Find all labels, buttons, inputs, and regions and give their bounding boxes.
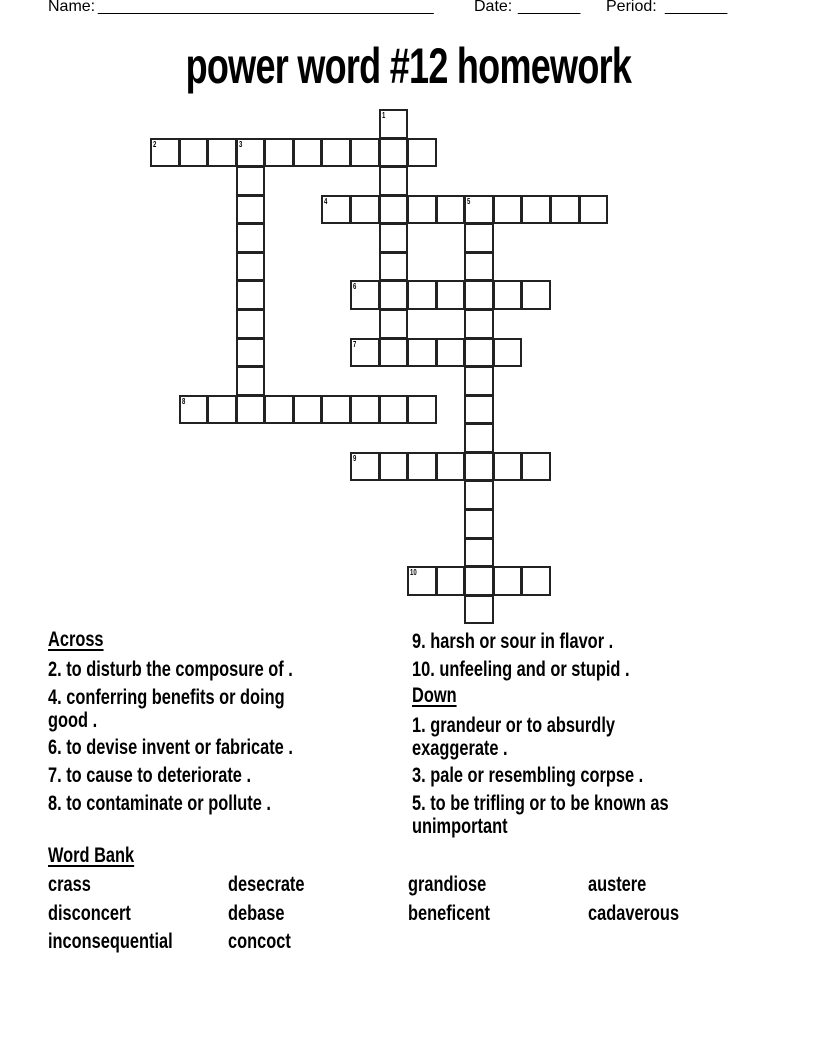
crossword-cell[interactable] <box>464 480 494 510</box>
crossword-cell[interactable] <box>236 223 266 253</box>
word-bank-item: crass <box>48 873 91 896</box>
clue-number: 1 <box>381 111 385 120</box>
word-bank-item: debase <box>228 902 285 925</box>
crossword-cell[interactable] <box>236 366 266 396</box>
word-bank-item: inconsequential <box>48 930 173 953</box>
word-bank-item: cadaverous <box>588 902 680 925</box>
crossword-cell[interactable] <box>293 138 323 168</box>
clue-number: 3 <box>238 139 243 149</box>
crossword-cell[interactable] <box>407 280 437 310</box>
crossword-cell[interactable] <box>350 195 380 225</box>
word-bank-item: austere <box>588 873 647 896</box>
crossword-cell[interactable] <box>464 309 494 339</box>
crossword-cell[interactable] <box>521 566 551 596</box>
crossword-cell[interactable] <box>293 395 323 425</box>
crossword-cell[interactable] <box>321 138 351 168</box>
clue-down-5: 5. to be trifling or to be known as unimportant <box>412 792 669 838</box>
date-label: Date: <box>474 0 513 15</box>
crossword-cell[interactable] <box>236 252 266 282</box>
clue-number: 9 <box>352 453 357 463</box>
clue-number: 5 <box>467 196 471 206</box>
crossword-cell[interactable] <box>436 280 466 310</box>
crossword-cell[interactable] <box>236 309 266 339</box>
crossword-cell[interactable] <box>350 280 380 310</box>
crossword-cell[interactable] <box>550 195 580 225</box>
crossword-cell[interactable] <box>379 452 409 482</box>
crossword-cell[interactable] <box>407 195 437 225</box>
clue-across-8: 8. to contaminate or pollute . <box>48 792 271 815</box>
crossword-cell[interactable] <box>464 423 494 453</box>
crossword-cell[interactable] <box>236 338 266 368</box>
name-field[interactable]: _______________________________________ <box>98 0 434 15</box>
clue-number: 8 <box>181 396 185 406</box>
crossword-cell[interactable] <box>493 195 523 225</box>
crossword-cell[interactable] <box>350 338 380 368</box>
crossword-cell[interactable] <box>379 395 409 425</box>
crossword-cell[interactable] <box>379 166 409 196</box>
clue-across-10: 10. unfeeling and or stupid . <box>412 658 630 681</box>
crossword-cell[interactable] <box>379 338 409 368</box>
crossword-cell[interactable] <box>379 252 409 282</box>
clue-down-1: 1. grandeur or to absurdly exaggerate . <box>412 714 615 760</box>
crossword-cell[interactable] <box>493 338 523 368</box>
crossword-cell[interactable] <box>464 366 494 396</box>
crossword-cell[interactable] <box>236 138 266 168</box>
crossword-cell[interactable] <box>321 195 351 225</box>
crossword-cell[interactable] <box>150 138 180 168</box>
crossword-cell[interactable] <box>521 452 551 482</box>
clue-number: 6 <box>352 282 357 292</box>
down-heading: Down <box>412 684 457 707</box>
crossword-cell[interactable] <box>407 338 437 368</box>
crossword-cell[interactable] <box>464 338 494 368</box>
crossword-cell[interactable] <box>264 395 294 425</box>
crossword-cell[interactable] <box>407 138 437 168</box>
crossword-cell[interactable] <box>207 138 237 168</box>
clue-across-4: 4. conferring benefits or doing good . <box>48 686 285 732</box>
crossword-cell[interactable] <box>379 280 409 310</box>
crossword-cell[interactable] <box>350 138 380 168</box>
word-bank-item: grandiose <box>408 873 487 896</box>
crossword-cell[interactable] <box>236 166 266 196</box>
crossword-grid <box>151 110 609 625</box>
crossword-cell[interactable] <box>379 109 409 139</box>
name-label: Name: <box>48 0 96 15</box>
crossword-cell[interactable] <box>464 452 494 482</box>
crossword-cell[interactable] <box>464 195 494 225</box>
clue-across-2: 2. to disturb the composure of . <box>48 658 293 681</box>
crossword-cell[interactable] <box>464 252 494 282</box>
page-title: power word #12 homework <box>185 38 631 94</box>
crossword-cell[interactable] <box>407 566 437 596</box>
crossword-cell[interactable] <box>436 338 466 368</box>
crossword-cell[interactable] <box>493 452 523 482</box>
clue-number: 10 <box>410 568 417 578</box>
across-heading: Across <box>48 628 104 651</box>
crossword-cell[interactable] <box>464 395 494 425</box>
crossword-cell[interactable] <box>236 195 266 225</box>
crossword-cell[interactable] <box>493 280 523 310</box>
crossword-cell[interactable] <box>236 280 266 310</box>
crossword-cell[interactable] <box>321 395 351 425</box>
crossword-cell[interactable] <box>493 566 523 596</box>
crossword-cell[interactable] <box>264 138 294 168</box>
clue-across-9: 9. harsh or sour in flavor . <box>412 630 614 653</box>
crossword-cell[interactable] <box>379 309 409 339</box>
crossword-cell[interactable] <box>350 452 380 482</box>
crossword-cell[interactable] <box>436 195 466 225</box>
crossword-cell[interactable] <box>436 566 466 596</box>
crossword-cell[interactable] <box>179 138 209 168</box>
clue-number: 2 <box>153 139 157 149</box>
word-bank-item: concoct <box>228 930 291 953</box>
crossword-cell[interactable] <box>464 538 494 568</box>
page-title-wrap <box>0 36 816 96</box>
crossword-cell[interactable] <box>579 195 609 225</box>
period-label: Period: <box>606 0 657 15</box>
word-bank-item: beneficent <box>408 902 490 925</box>
crossword-cell[interactable] <box>350 395 380 425</box>
crossword-cell[interactable] <box>521 195 551 225</box>
crossword-cell[interactable] <box>407 452 437 482</box>
crossword-cell[interactable] <box>379 138 409 168</box>
crossword-cell[interactable] <box>521 280 551 310</box>
crossword-cell[interactable] <box>464 509 494 539</box>
crossword-cell[interactable] <box>379 223 409 253</box>
clue-number: 7 <box>352 339 357 349</box>
clue-down-3: 3. pale or resembling corpse . <box>412 764 644 787</box>
crossword-cell[interactable] <box>179 395 209 425</box>
crossword-cell[interactable] <box>436 452 466 482</box>
word-bank-item: disconcert <box>48 902 131 925</box>
period-field[interactable]: _______ <box>665 0 728 15</box>
crossword-cell[interactable] <box>464 566 494 596</box>
crossword-cell[interactable] <box>236 395 266 425</box>
crossword-cell[interactable] <box>464 280 494 310</box>
clue-across-6: 6. to devise invent or fabricate . <box>48 736 293 759</box>
word-bank-heading: Word Bank <box>48 844 135 867</box>
clue-across-7: 7. to cause to deteriorate . <box>48 764 252 787</box>
date-field[interactable]: _______ <box>518 0 581 15</box>
word-bank-item: desecrate <box>228 873 305 896</box>
crossword-cell[interactable] <box>464 223 494 253</box>
crossword-cell[interactable] <box>207 395 237 425</box>
crossword-cell[interactable] <box>464 595 494 625</box>
clue-number: 4 <box>324 196 328 206</box>
crossword-cell[interactable] <box>379 195 409 225</box>
crossword-cell[interactable] <box>407 395 437 425</box>
